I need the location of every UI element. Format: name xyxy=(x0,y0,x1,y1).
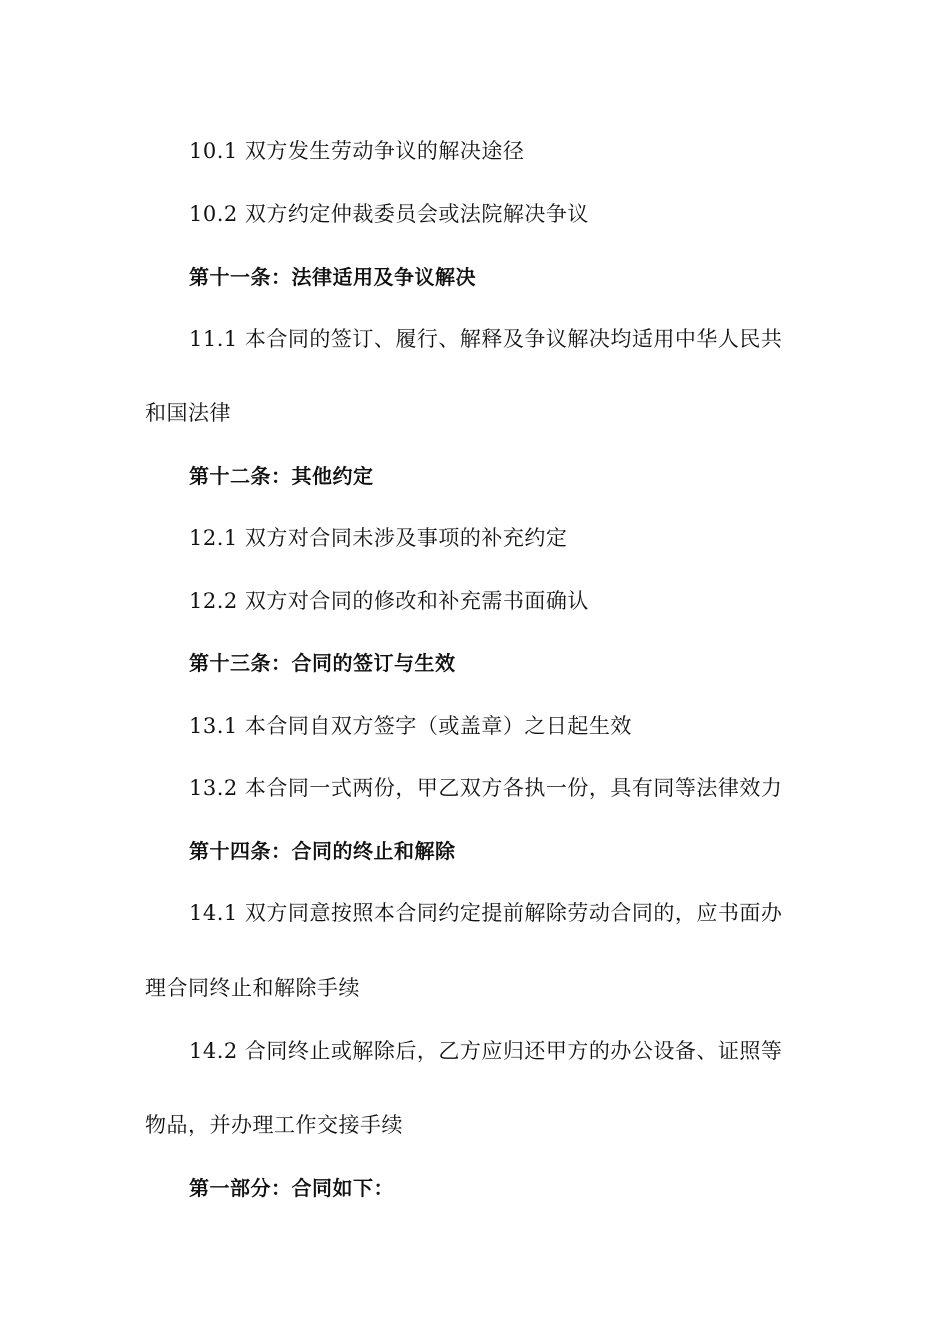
clause-11-1-continued: 和国法律 xyxy=(145,401,231,425)
clause-12-2: 12.2 双方对合同的修改和补充需书面确认 xyxy=(189,589,589,613)
clause-10-2: 10.2 双方约定仲裁委员会或法院解决争议 xyxy=(189,202,589,226)
article-13-heading: 第十三条：合同的签订与生效 xyxy=(189,651,456,675)
clause-14-2: 14.2 合同终止或解除后，乙方应归还甲方的办公设备、证照等 xyxy=(189,1039,783,1063)
clause-14-2-continued: 物品，并办理工作交接手续 xyxy=(145,1113,403,1137)
clause-14-1-continued: 理合同终止和解除手续 xyxy=(145,976,360,1000)
article-11-heading: 第十一条：法律适用及争议解决 xyxy=(189,265,476,289)
part-one-heading: 第一部分：合同如下： xyxy=(189,1176,394,1200)
clause-14-1: 14.1 双方同意按照本合同约定提前解除劳动合同的，应书面办 xyxy=(189,901,783,925)
article-12-heading: 第十二条：其他约定 xyxy=(189,464,374,488)
clause-13-2: 13.2 本合同一式两份，甲乙双方各执一份，具有同等法律效力 xyxy=(189,776,783,800)
clause-10-1: 10.1 双方发生劳动争议的解决途径 xyxy=(189,139,525,163)
clause-13-1: 13.1 本合同自双方签字（或盖章）之日起生效 xyxy=(189,714,632,738)
clause-11-1: 11.1 本合同的签订、履行、解释及争议解决均适用中华人民共 xyxy=(189,327,783,351)
article-14-heading: 第十四条：合同的终止和解除 xyxy=(189,839,456,863)
clause-12-1: 12.1 双方对合同未涉及事项的补充约定 xyxy=(189,526,568,550)
